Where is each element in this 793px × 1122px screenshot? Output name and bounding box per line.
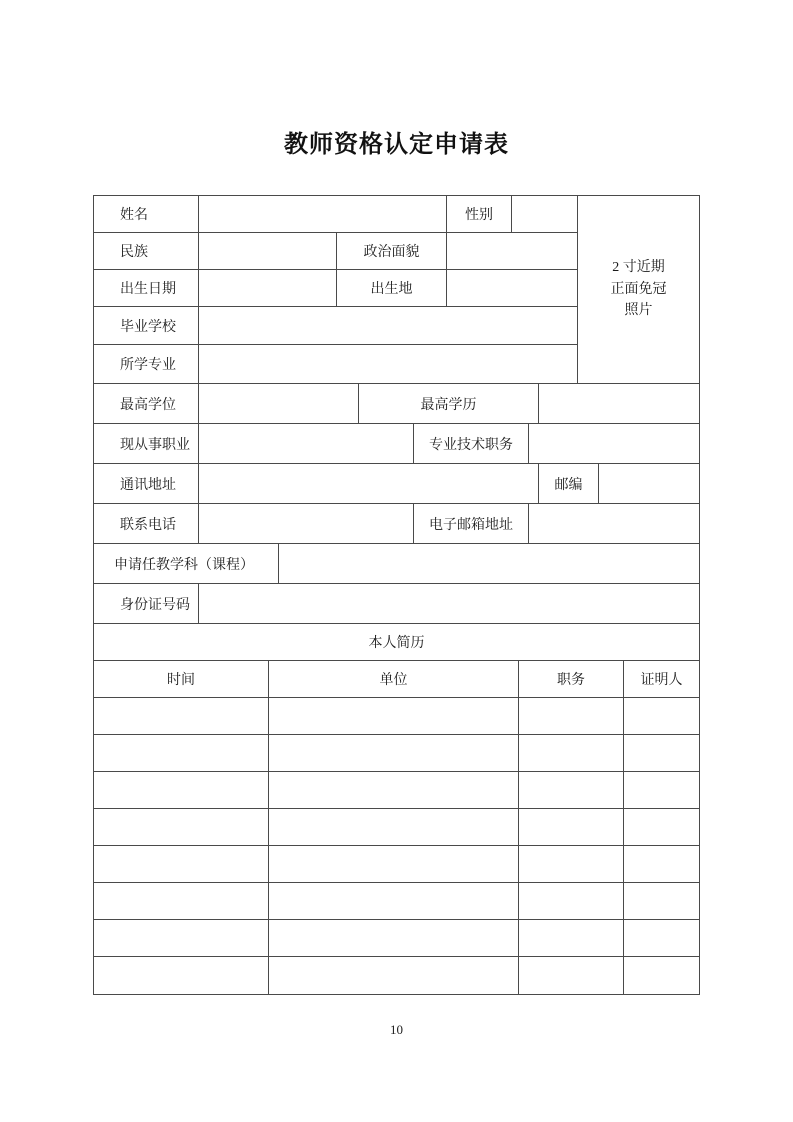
gender-field [512, 196, 577, 232]
row-birth [94, 270, 577, 307]
email-field [529, 504, 699, 543]
major-field [199, 345, 577, 383]
row-subject [94, 544, 699, 584]
row-id-number [94, 584, 699, 624]
photo-note-line3: 照片 [624, 303, 653, 319]
email-label: 电子邮箱地址 [414, 504, 529, 543]
resume-empty-cell [624, 846, 699, 882]
highest-education-label: 最高学历 [359, 384, 539, 423]
row-degree-education [94, 384, 699, 424]
resume-empty-cell [624, 735, 699, 771]
postal-code-label: 邮编 [539, 464, 599, 503]
resume-header-row [94, 661, 699, 698]
id-number-field [199, 584, 699, 623]
resume-empty-cell [94, 698, 269, 734]
major-label: 所学专业 [94, 345, 199, 383]
resume-empty-row [94, 957, 699, 994]
resume-empty-cell [269, 957, 519, 994]
highest-education-field [539, 384, 699, 423]
graduate-school-label: 毕业学校 [94, 307, 199, 344]
resume-empty-cell [269, 920, 519, 956]
application-form-table [93, 195, 700, 995]
resume-header-organization: 单位 [269, 661, 519, 697]
resume-empty-cell [519, 735, 624, 771]
current-occupation-label: 现从事职业 [94, 424, 199, 463]
resume-empty-cell [519, 920, 624, 956]
row-graduate-school [94, 307, 577, 345]
form-title: 教师资格认定申请表 [284, 131, 509, 158]
current-occupation-field [199, 424, 414, 463]
photo-note-line2: 正面免冠 [610, 281, 667, 297]
resume-empty-cell [94, 883, 269, 919]
resume-empty-row [94, 735, 699, 772]
resume-empty-cell [624, 772, 699, 808]
resume-empty-cell [519, 846, 624, 882]
resume-empty-cell [94, 772, 269, 808]
postal-code-field [599, 464, 699, 503]
photo-note-line1: 2 寸近期 [612, 259, 665, 275]
resume-empty-cell [519, 883, 624, 919]
resume-empty-cell [269, 735, 519, 771]
page-number: 10 [390, 1022, 403, 1037]
resume-empty-cell [624, 883, 699, 919]
resume-empty-cell [624, 957, 699, 994]
highest-degree-field [199, 384, 359, 423]
resume-empty-cell [624, 920, 699, 956]
resume-empty-cell [269, 883, 519, 919]
resume-empty-cell [94, 957, 269, 994]
phone-label: 联系电话 [94, 504, 199, 543]
birth-place-field [447, 270, 577, 306]
resume-empty-rows [94, 698, 699, 994]
resume-empty-cell [269, 772, 519, 808]
professional-title-label: 专业技术职务 [414, 424, 529, 463]
row-name-gender [94, 196, 577, 233]
row-address-postal [94, 464, 699, 504]
resume-empty-row [94, 883, 699, 920]
resume-header-time: 时间 [94, 661, 269, 697]
resume-section-title: 本人简历 [94, 624, 699, 661]
id-number-label: 身份证号码 [94, 584, 199, 623]
resume-header-reference: 证明人 [640, 673, 683, 688]
resume-header-position: 职务 [519, 661, 624, 697]
resume-empty-cell [624, 698, 699, 734]
subject-applied-label: 申请任教学科（课程） [94, 544, 279, 583]
subject-applied-field [279, 544, 699, 583]
mailing-address-field [199, 464, 539, 503]
political-status-label: 政治面貌 [337, 233, 447, 269]
name-field [199, 196, 447, 232]
personal-info-block [94, 196, 699, 384]
resume-empty-row [94, 809, 699, 846]
resume-empty-cell [269, 698, 519, 734]
resume-empty-row [94, 846, 699, 883]
graduate-school-field [199, 307, 577, 344]
resume-empty-cell [94, 846, 269, 882]
row-major [94, 345, 577, 383]
resume-empty-cell [94, 735, 269, 771]
resume-empty-cell [519, 957, 624, 994]
birth-date-field [199, 270, 337, 306]
resume-empty-cell [519, 698, 624, 734]
gender-label: 性别 [447, 196, 512, 232]
birth-place-label: 出生地 [337, 270, 447, 306]
ethnicity-field [199, 233, 337, 269]
resume-empty-cell [269, 809, 519, 845]
mailing-address-label: 通讯地址 [94, 464, 199, 503]
resume-empty-row [94, 772, 699, 809]
resume-empty-cell [269, 846, 519, 882]
ethnicity-label: 民族 [94, 233, 199, 269]
highest-degree-label: 最高学位 [94, 384, 199, 423]
resume-empty-cell [519, 772, 624, 808]
political-status-field [447, 233, 577, 269]
birth-date-label: 出生日期 [94, 270, 199, 306]
resume-empty-row [94, 698, 699, 735]
resume-empty-row [94, 920, 699, 957]
resume-empty-cell [94, 920, 269, 956]
name-label: 姓名 [94, 196, 199, 232]
phone-field [199, 504, 414, 543]
resume-empty-cell [624, 809, 699, 845]
photo-box [577, 196, 699, 383]
row-ethnicity-political [94, 233, 577, 270]
row-phone-email [94, 504, 699, 544]
professional-title-field [529, 424, 699, 463]
row-occupation-title [94, 424, 699, 464]
resume-empty-cell [519, 809, 624, 845]
resume-empty-cell [94, 809, 269, 845]
